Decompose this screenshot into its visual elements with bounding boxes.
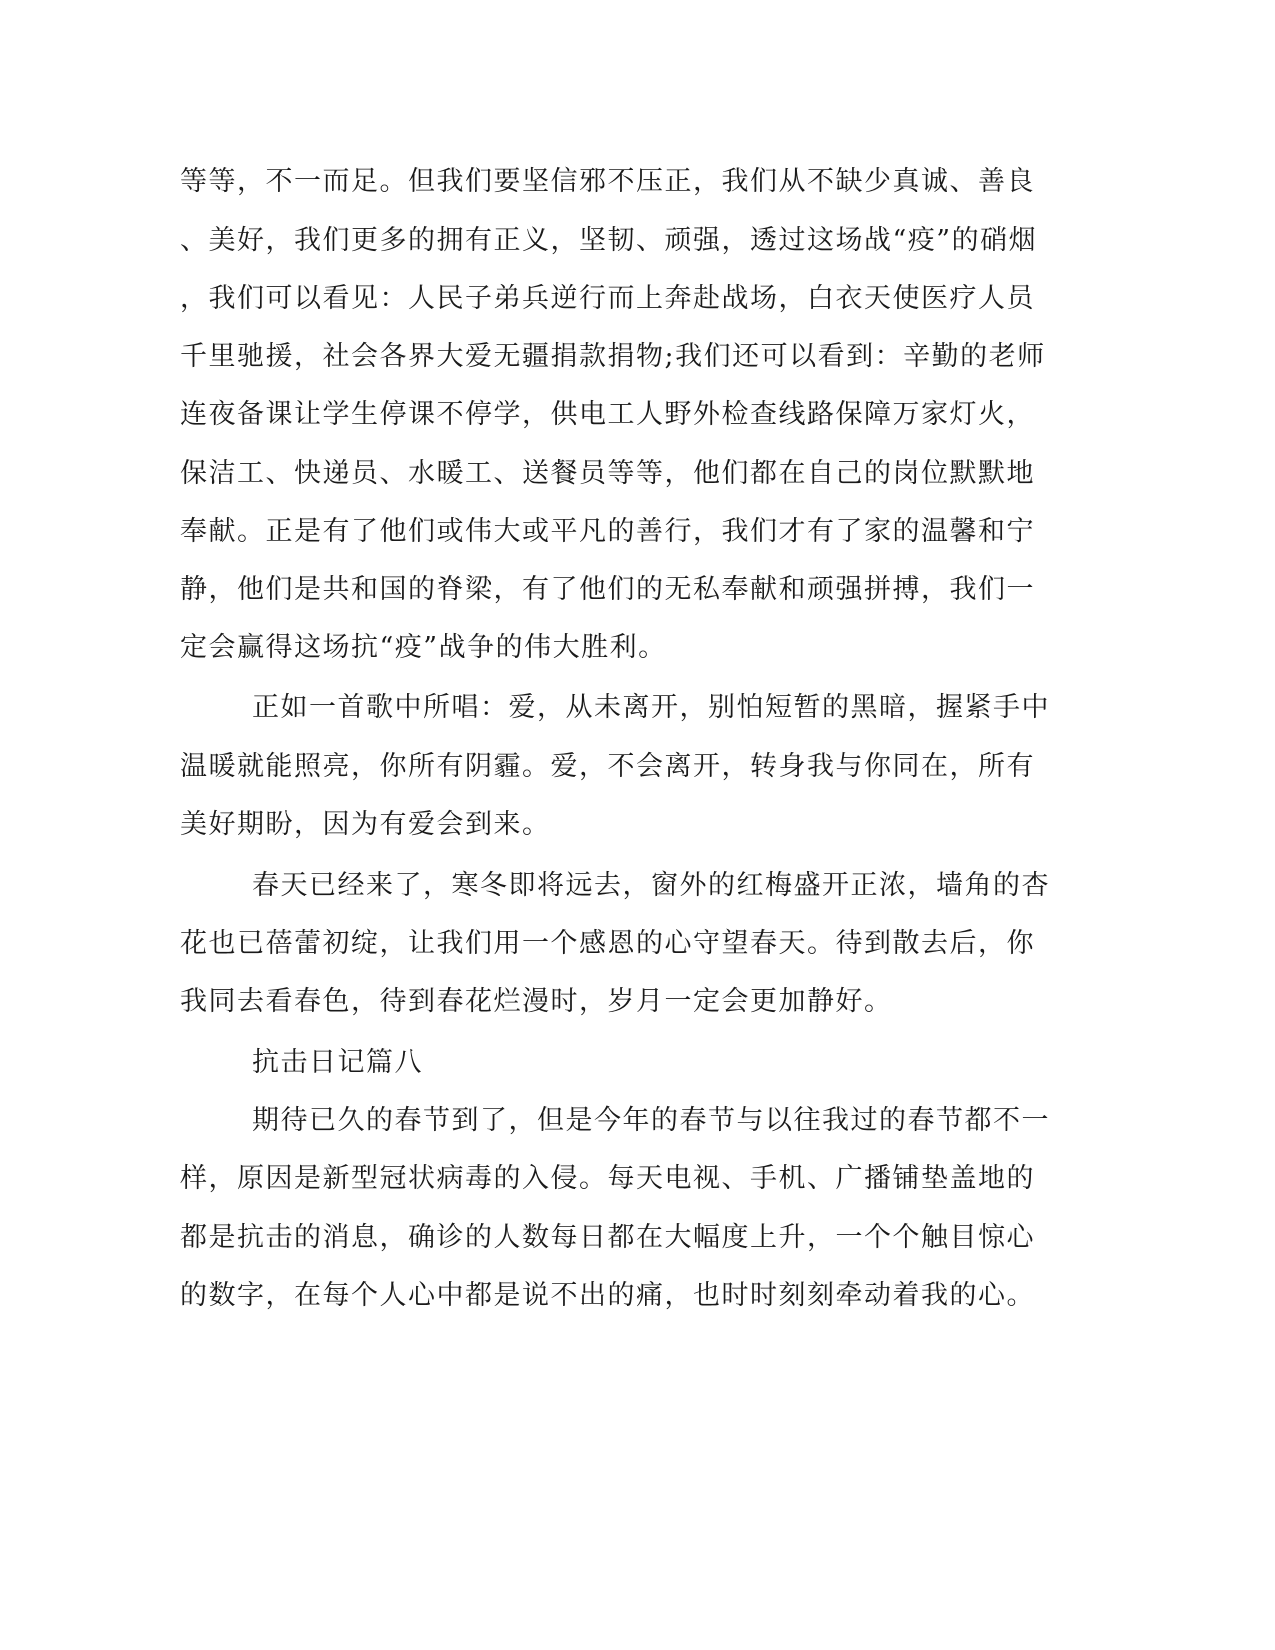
- paragraph-line: 都是抗击的消息，确诊的人数每日都在大幅度上升，一个个触目惊心: [180, 1222, 1035, 1253]
- paragraph-line: 的数字，在每个人心中都是说不出的痛，也时时刻刻牵动着我的心。: [180, 1280, 1035, 1311]
- paragraph-line: 保洁工、快递员、水暖工、送餐员等等，他们都在自己的岗位默默地: [180, 458, 1035, 489]
- paragraph-line: ，我们可以看见：人民子弟兵逆行而上奔赴战场，白衣天使医疗人员: [180, 283, 1035, 314]
- paragraph-line: 美好期盼，因为有爱会到来。: [180, 809, 551, 840]
- paragraph-line: 样，原因是新型冠状病毒的入侵。每天电视、手机、广播铺垫盖地的: [180, 1163, 1035, 1194]
- paragraph-line: 期待已久的春节到了，但是今年的春节与以往我过的春节都不一: [252, 1105, 1050, 1136]
- paragraph-line: 千里驰援，社会各界大爱无疆捐款捐物;我们还可以看到：辛勤的老师: [180, 341, 1046, 372]
- paragraph-line: 温暖就能照亮，你所有阴霾。爱，不会离开，转身我与你同在，所有: [180, 751, 1035, 782]
- paragraph-line: 、美好，我们更多的拥有正义，坚韧、顽强，透过这场战“疫”的硝烟: [180, 225, 1038, 256]
- paragraph-line: 奉献。正是有了他们或伟大或平凡的善行，我们才有了家的温馨和宁: [180, 516, 1035, 547]
- paragraph-line: 静，他们是共和国的脊梁，有了他们的无私奉献和顽强拼搏，我们一: [180, 574, 1035, 605]
- section-heading: 抗击日记篇八: [252, 1047, 423, 1078]
- paragraph-line: 我同去看春色，待到春花烂漫时，岁月一定会更加静好。: [180, 986, 893, 1017]
- paragraph-line: 定会赢得这场抗“疫”战争的伟大胜利。: [180, 632, 667, 663]
- paragraph-line: 正如一首歌中所唱：爱，从未离开，别怕短暂的黑暗，握紧手中: [252, 692, 1050, 723]
- paragraph-line: 春天已经来了，寒冬即将远去，窗外的红梅盛开正浓，墙角的杏: [252, 870, 1050, 901]
- paragraph-line: 花也已蓓蕾初绽，让我们用一个感恩的心守望春天。待到散去后，你: [180, 928, 1035, 959]
- paragraph-line: 等等，不一而足。但我们要坚信邪不压正，我们从不缺少真诚、善良: [180, 166, 1035, 197]
- paragraph-line: 连夜备课让学生停课不停学，供电工人野外检查线路保障万家灯火，: [180, 399, 1035, 430]
